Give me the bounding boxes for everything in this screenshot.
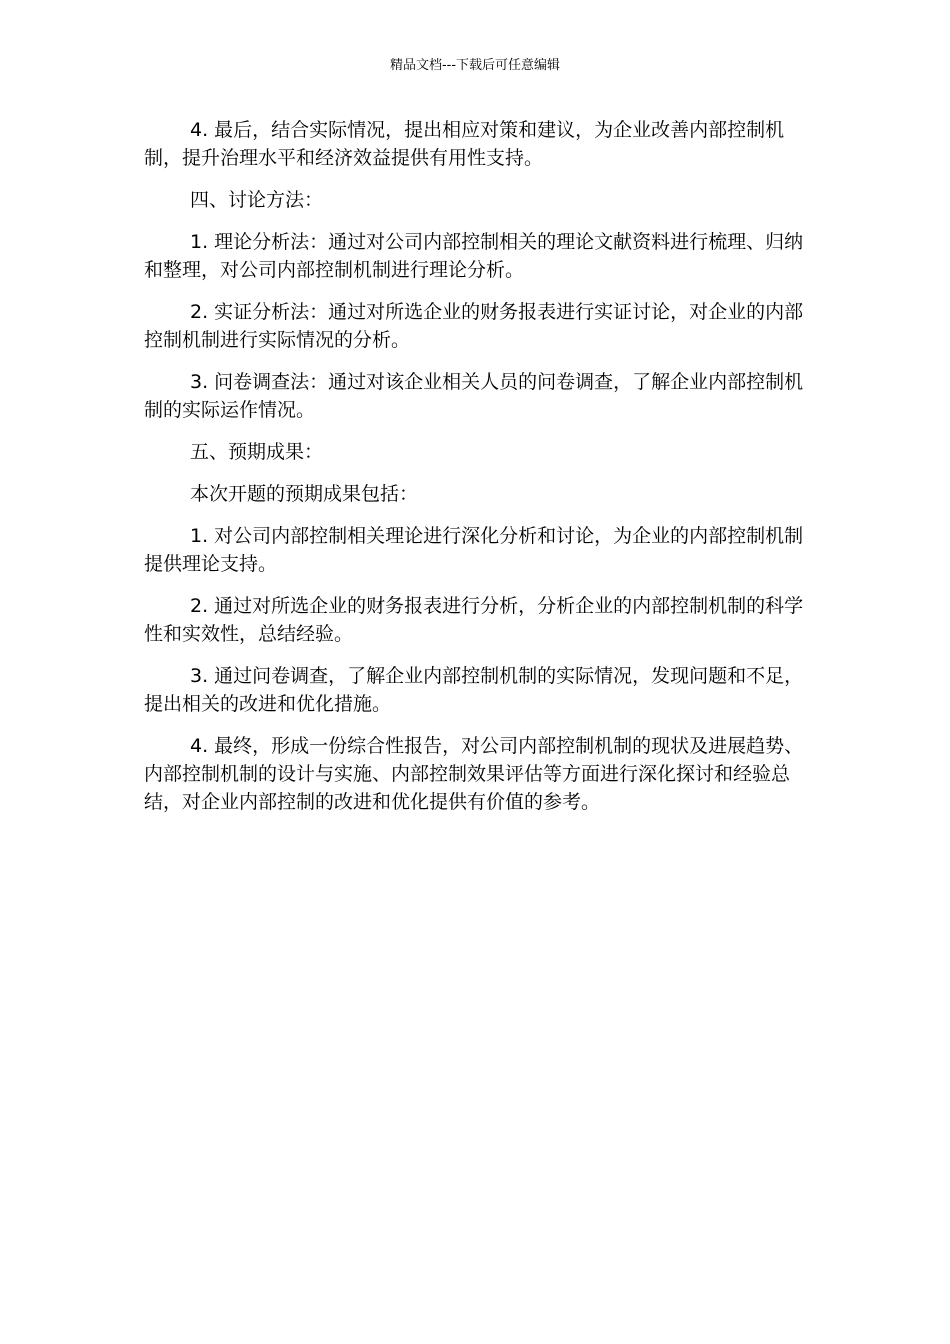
section-heading-methods: 四、讨论方法：	[190, 189, 324, 211]
paragraph-survey-method: 3. 问卷调查法：通过对该企业相关人员的问卷调查，了解企业内部控制机制的实际运作情况。	[144, 371, 804, 421]
document-body	[144, 116, 806, 830]
paragraph-result-survey: 3. 通过问卷调查，了解企业内部控制机制的实际情况，发现问题和不足，提出相关的改进和优化措施。	[144, 665, 804, 715]
paragraph-empirical-method: 2. 实证分析法：通过对所选企业的财务报表进行实证讨论，对企业的内部控制机制进行实际情况的分析。	[144, 301, 804, 351]
paragraph-countermeasures: 4. 最后，结合实际情况，提出相应对策和建议，为企业改善内部控制机制，提升治理水平和经济效益提供有用性支持。	[144, 119, 785, 169]
paragraph-results-intro: 本次开题的预期成果包括：	[190, 483, 419, 505]
page-header: 精品文档---下载后可任意编辑	[389, 58, 561, 73]
paragraph-result-report: 4. 最终，形成一份综合性报告，对公司内部控制机制的现状及进展趋势、内部控制机制的设计与实施、内部控制效果评估等方面进行深化探讨和经验总结，对企业内部控制的改进和优化提供有价值的参考。	[144, 735, 804, 813]
paragraph-result-theory: 1. 对公司内部控制相关理论进行深化分析和讨论，为企业的内部控制机制提供理论支持。	[144, 525, 804, 575]
section-heading-expected-results: 五、预期成果：	[190, 441, 324, 463]
paragraph-theory-method: 1. 理论分析法：通过对公司内部控制相关的理论文献资料进行梳理、归纳和整理，对公司内部控制机制进行理论分析。	[144, 231, 804, 281]
paragraph-result-analysis: 2. 通过对所选企业的财务报表进行分析，分析企业的内部控制机制的科学性和实效性，总结经验。	[144, 595, 804, 645]
